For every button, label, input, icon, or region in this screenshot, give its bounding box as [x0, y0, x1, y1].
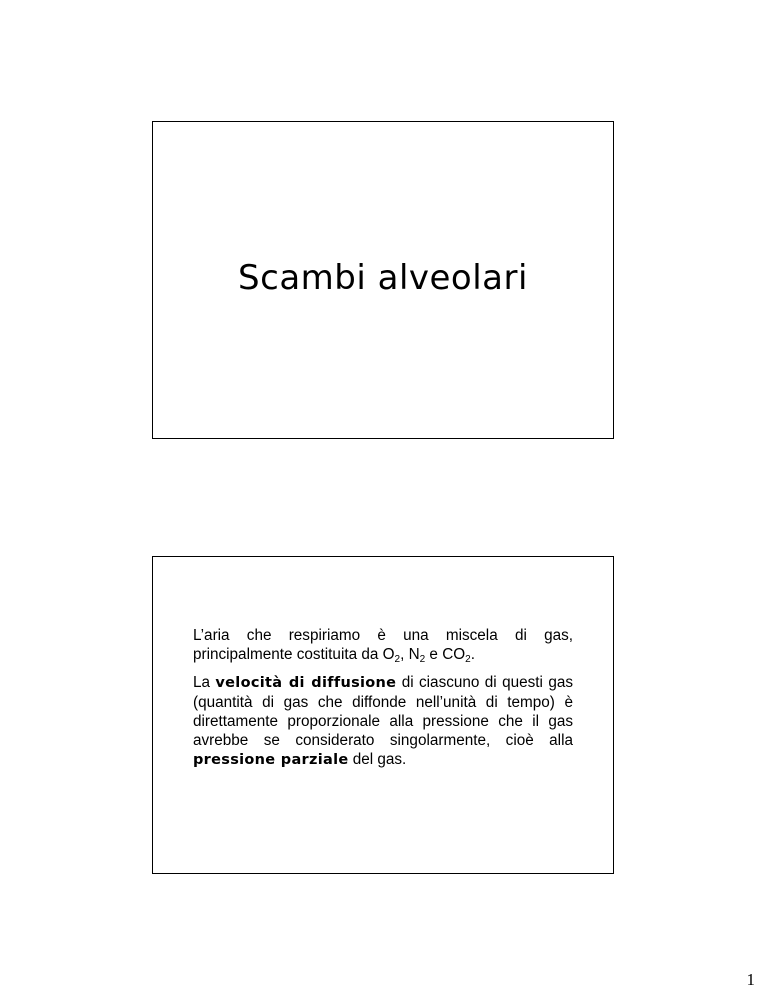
- paragraph-diffusion: [193, 673, 573, 770]
- para1-text-mid1: , N: [400, 646, 420, 663]
- para1-text-before: L’aria che respiriamo è una miscela di gas, principalmente costituita da O: [193, 627, 573, 663]
- slide-2-frame: [152, 556, 614, 874]
- page-number: 1: [746, 970, 755, 989]
- co2-subscript: 2: [465, 654, 471, 665]
- n2-subscript: 2: [419, 654, 426, 665]
- paragraph-gas-mixture: [193, 626, 573, 664]
- term-diffusion-velocity: velocità di diffusione: [215, 675, 397, 691]
- slide-body: [193, 626, 573, 779]
- para2-text-end: del gas.: [348, 751, 407, 768]
- term-partial-pressure: pressione parziale: [193, 752, 349, 768]
- slide-1-frame: [152, 121, 614, 439]
- para1-text-end: .: [470, 646, 475, 663]
- para1-text-mid2: e CO: [425, 646, 466, 663]
- para2-text-mid: di ciascuno di questi gas (quantità di gas che diffonde nell’unità di tempo) è direttamente proporzionale alla pressione che il gas avrebbe se considerato singolarmente, cioè alla: [193, 674, 573, 749]
- slide-title: Scambi alveolari: [238, 258, 528, 298]
- o2-subscript: 2: [394, 654, 401, 665]
- para2-text-before: La: [193, 674, 216, 691]
